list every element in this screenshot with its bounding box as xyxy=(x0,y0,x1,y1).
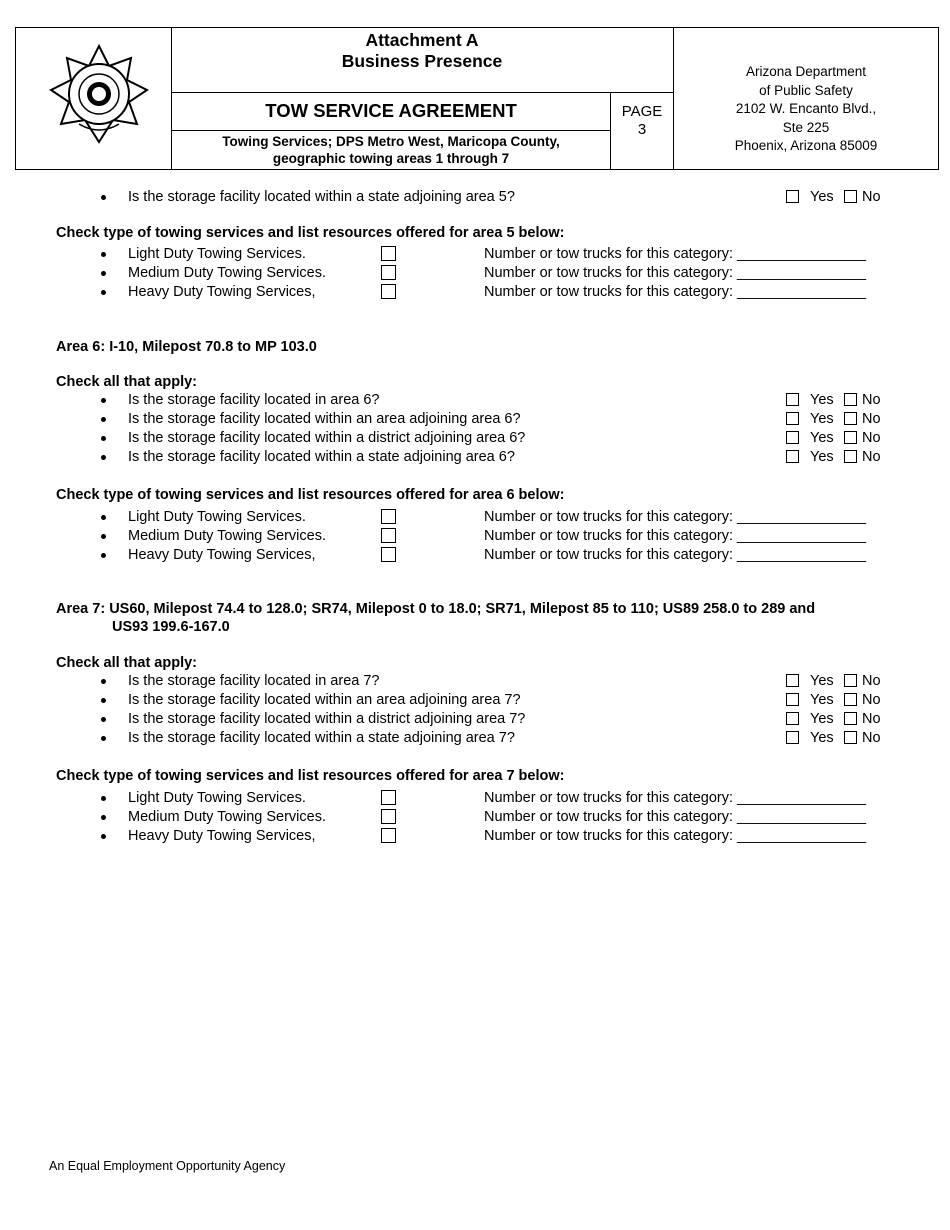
page-number: 3 xyxy=(637,121,647,138)
area7-no-label-3: No xyxy=(862,730,881,746)
area6-yes-checkbox-1[interactable] xyxy=(786,412,799,425)
area7-yes-label-3: Yes xyxy=(810,730,834,746)
bullet xyxy=(101,436,106,441)
area6-yes-checkbox-3[interactable] xyxy=(786,450,799,463)
area7-question-3: Is the storage facility located within a state adjoining area 7? xyxy=(128,730,515,746)
area7-service-checkbox-0[interactable] xyxy=(381,790,396,805)
attachment-subtitle: Business Presence xyxy=(341,51,503,71)
area6-truck-count-field-1: Number or tow trucks for this category: ________________ xyxy=(484,528,867,544)
area6-service-checkbox-0[interactable] xyxy=(381,509,396,524)
area7-truck-count-field-1: Number or tow trucks for this category: ________________ xyxy=(484,809,867,825)
area6-truck-count-field-2: Number or tow trucks for this category: ________________ xyxy=(484,547,867,563)
area7-no-checkbox-2[interactable] xyxy=(844,712,857,725)
area5-truck-count-field-0: Number or tow trucks for this category: ________________ xyxy=(484,246,867,262)
scope-line-1: Towing Services; DPS Metro West, Maricopa County, xyxy=(222,134,560,149)
area6-yes-checkbox-2[interactable] xyxy=(786,431,799,444)
scope-line-2: geographic towing areas 1 through 7 xyxy=(272,151,510,166)
area7-no-label-0: No xyxy=(862,673,881,689)
area5-service-label-1: Medium Duty Towing Services. xyxy=(128,265,326,281)
area6-service-checkbox-2[interactable] xyxy=(381,547,396,562)
bullet xyxy=(101,698,106,703)
agreement-title: TOW SERVICE AGREEMENT xyxy=(265,100,517,121)
area6-no-checkbox-2[interactable] xyxy=(844,431,857,444)
area6-yes-checkbox-0[interactable] xyxy=(786,393,799,406)
area7-service-checkbox-2[interactable] xyxy=(381,828,396,843)
area5-state-question: Is the storage facility located within a state adjoining area 5? xyxy=(128,189,515,205)
header-table xyxy=(15,27,939,170)
area7-service-label-1: Medium Duty Towing Services. xyxy=(128,809,326,825)
area7-no-checkbox-0[interactable] xyxy=(844,674,857,687)
area6-title: Area 6: I-10, Milepost 70.8 to MP 103.0 xyxy=(56,339,317,355)
area6-no-checkbox-0[interactable] xyxy=(844,393,857,406)
area5-service-checkbox-0[interactable] xyxy=(381,246,396,261)
area7-service-label-0: Light Duty Towing Services. xyxy=(128,790,306,806)
area7-question-1: Is the storage facility located within an area adjoining area 7? xyxy=(128,692,521,708)
area6-question-3: Is the storage facility located within a state adjoining area 6? xyxy=(128,449,515,465)
area7-question-2: Is the storage facility located within a district adjoining area 7? xyxy=(128,711,526,727)
area5-service-checkbox-2[interactable] xyxy=(381,284,396,299)
area6-yes-label-2: Yes xyxy=(810,430,834,446)
area6-yes-label-0: Yes xyxy=(810,392,834,408)
bullet xyxy=(101,834,106,839)
area6-no-checkbox-3[interactable] xyxy=(844,450,857,463)
area7-title-line-2: US93 199.6-167.0 xyxy=(112,619,230,635)
area7-no-label-1: No xyxy=(862,692,881,708)
bullet xyxy=(101,534,106,539)
page-label: PAGE xyxy=(621,103,663,120)
area7-yes-checkbox-3[interactable] xyxy=(786,731,799,744)
area6-yes-label-1: Yes xyxy=(810,411,834,427)
area6-question-0: Is the storage facility located in area 6? xyxy=(128,392,380,408)
area5-yes-checkbox-3[interactable] xyxy=(786,190,799,203)
bullet xyxy=(101,815,106,820)
area6-yes-label-3: Yes xyxy=(810,449,834,465)
area5-services-heading: Check type of towing services and list resources offered for area 5 below: xyxy=(56,225,565,241)
area5-yes-label-3: Yes xyxy=(810,189,834,205)
area7-services-heading: Check type of towing services and list resources offered for area 7 below: xyxy=(56,768,565,784)
area6-no-label-0: No xyxy=(862,392,881,408)
area7-yes-checkbox-2[interactable] xyxy=(786,712,799,725)
area7-service-label-2: Heavy Duty Towing Services, xyxy=(128,828,316,844)
area6-no-label-2: No xyxy=(862,430,881,446)
bullet xyxy=(101,195,106,200)
address-block: Arizona Department of Public Safety 2102 W. Encanto Blvd., Ste 225 Phoenix, Arizona 85009 xyxy=(734,64,878,153)
area6-no-checkbox-1[interactable] xyxy=(844,412,857,425)
bullet xyxy=(101,553,106,558)
dps-seal-logo xyxy=(49,44,149,148)
area5-truck-count-field-2: Number or tow trucks for this category: ________________ xyxy=(484,284,867,300)
area6-services-heading: Check type of towing services and list resources offered for area 6 below: xyxy=(56,487,565,503)
footer-text: An Equal Employment Opportunity Agency xyxy=(49,1159,286,1173)
bullet xyxy=(101,252,106,257)
area7-yes-label-0: Yes xyxy=(810,673,834,689)
area6-service-label-1: Medium Duty Towing Services. xyxy=(128,528,326,544)
area7-yes-label-1: Yes xyxy=(810,692,834,708)
area7-yes-checkbox-0[interactable] xyxy=(786,674,799,687)
area5-service-label-2: Heavy Duty Towing Services, xyxy=(128,284,316,300)
bullet xyxy=(101,515,106,520)
area6-truck-count-field-0: Number or tow trucks for this category: ________________ xyxy=(484,509,867,525)
area5-service-checkbox-1[interactable] xyxy=(381,265,396,280)
bullet xyxy=(101,417,106,422)
bullet xyxy=(101,679,106,684)
attachment-title: Attachment A xyxy=(365,30,479,50)
bullet xyxy=(101,290,106,295)
area7-service-checkbox-1[interactable] xyxy=(381,809,396,824)
area5-no-label-3: No xyxy=(862,189,881,205)
bullet xyxy=(101,736,106,741)
area5-no-checkbox-3[interactable] xyxy=(844,190,857,203)
area7-truck-count-field-0: Number or tow trucks for this category: ________________ xyxy=(484,790,867,806)
area5-service-label-0: Light Duty Towing Services. xyxy=(128,246,306,262)
bullet xyxy=(101,455,106,460)
area7-no-label-2: No xyxy=(862,711,881,727)
area7-truck-count-field-2: Number or tow trucks for this category: ________________ xyxy=(484,828,867,844)
bullet xyxy=(101,796,106,801)
bullet xyxy=(101,271,106,276)
area6-check-all: Check all that apply: xyxy=(56,374,198,390)
bullet xyxy=(101,398,106,403)
area7-no-checkbox-1[interactable] xyxy=(844,693,857,706)
area6-question-1: Is the storage facility located within an area adjoining area 6? xyxy=(128,411,521,427)
area6-service-checkbox-1[interactable] xyxy=(381,528,396,543)
bullet xyxy=(101,717,106,722)
area5-truck-count-field-1: Number or tow trucks for this category: ________________ xyxy=(484,265,867,281)
area7-check-all: Check all that apply: xyxy=(56,655,198,671)
area7-no-checkbox-3[interactable] xyxy=(844,731,857,744)
area7-question-0: Is the storage facility located in area 7? xyxy=(128,673,380,689)
area6-service-label-0: Light Duty Towing Services. xyxy=(128,509,306,525)
area7-yes-checkbox-1[interactable] xyxy=(786,693,799,706)
area6-question-2: Is the storage facility located within a district adjoining area 6? xyxy=(128,430,526,446)
area7-yes-label-2: Yes xyxy=(810,711,834,727)
area7-title-line-1: Area 7: US60, Milepost 74.4 to 128.0; SR74, Milepost 0 to 18.0; SR71, Milepost 85 to 110; US89 258.0 to 289 and xyxy=(56,601,816,617)
area6-service-label-2: Heavy Duty Towing Services, xyxy=(128,547,316,563)
area6-no-label-1: No xyxy=(862,411,881,427)
area6-no-label-3: No xyxy=(862,449,881,465)
